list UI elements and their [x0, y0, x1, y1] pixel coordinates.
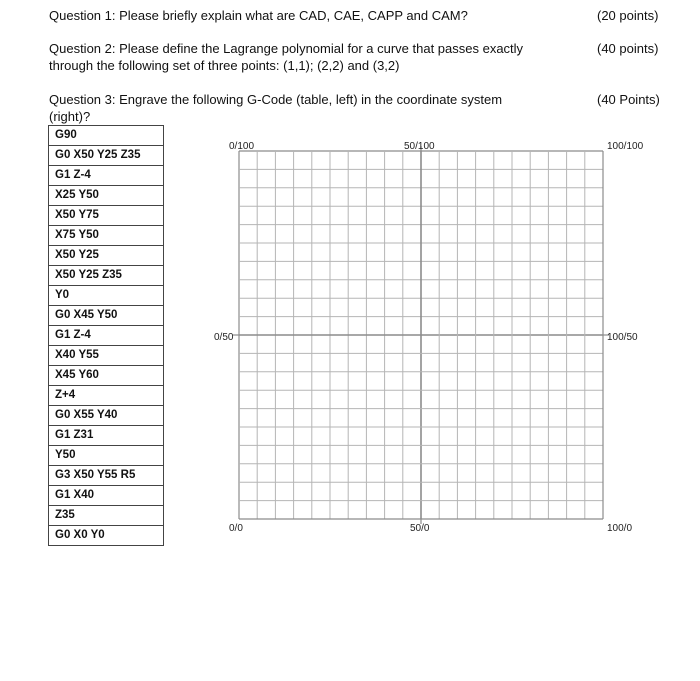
gcode-cell: Z35	[49, 506, 164, 526]
label-bottom-right: 100/0	[607, 523, 633, 534]
gcode-cell: G0 X50 Y25 Z35	[49, 146, 164, 166]
gcode-cell: G0 X45 Y50	[49, 306, 164, 326]
label-bottom-left: 0/0	[229, 523, 243, 534]
label-top-mid: 50/100	[404, 141, 435, 152]
gcode-cell: G90	[49, 126, 164, 146]
gcode-cell: X45 Y60	[49, 366, 164, 386]
question-2-line-2: through the following set of three points: (1,1); (2,2) and (3,2)	[49, 58, 400, 73]
gcode-cell: G0 X55 Y40	[49, 406, 164, 426]
gcode-cell: X50 Y25	[49, 246, 164, 266]
gcode-cell: G1 Z-4	[49, 166, 164, 186]
label-mid-right: 100/50	[607, 332, 638, 343]
gcode-cell: X50 Y75	[49, 206, 164, 226]
label-bottom-mid: 50/0	[410, 523, 430, 534]
question-3-line-2: (right)?	[49, 109, 91, 124]
question-3-line-1: Question 3: Engrave the following G-Code (table, left) in the coordinate system	[49, 92, 503, 107]
question-3-points: (40 Points)	[597, 92, 660, 107]
gcode-cell: X25 Y50	[49, 186, 164, 206]
question-2-line-1: Question 2: Please define the Lagrange polynomial for a curve that passes exactly	[49, 41, 524, 56]
gcode-cell: G0 X0 Y0	[49, 526, 164, 546]
gcode-cell: G3 X50 Y55 R5	[49, 466, 164, 486]
label-mid-left: 0/50	[214, 332, 234, 343]
question-1-text: Question 1: Please briefly explain what are CAD, CAE, CAPP and CAM?	[49, 8, 468, 23]
gcode-cell: Y0	[49, 286, 164, 306]
gcode-cell: Y50	[49, 446, 164, 466]
question-2-points: (40 points)	[597, 41, 659, 56]
gcode-cell: X40 Y55	[49, 346, 164, 366]
gcode-cell: X50 Y25 Z35	[49, 266, 164, 286]
gcode-cell: G1 Z-4	[49, 326, 164, 346]
gcode-cell: G1 X40	[49, 486, 164, 506]
gcode-cell: Z+4	[49, 386, 164, 406]
label-top-left: 0/100	[229, 141, 255, 152]
question-1-points: (20 points)	[597, 8, 659, 23]
gcode-cell: X75 Y50	[49, 226, 164, 246]
label-top-right: 100/100	[607, 141, 644, 152]
gcode-cell: G1 Z31	[49, 426, 164, 446]
